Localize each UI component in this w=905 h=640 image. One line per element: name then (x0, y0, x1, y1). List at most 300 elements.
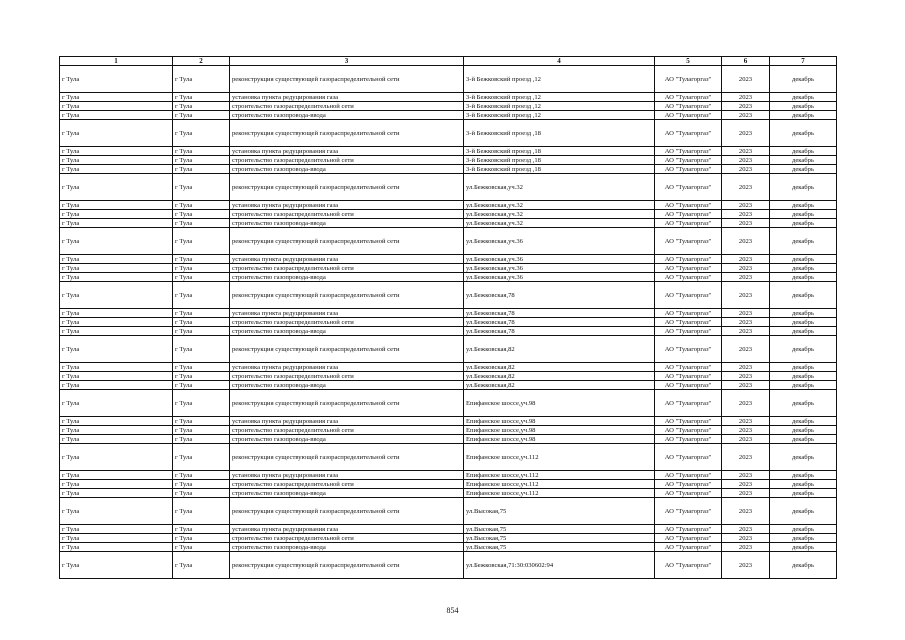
cell-organization: АО "Тулагоргаз" (655, 111, 722, 120)
cell-month: декабрь (770, 102, 837, 111)
cell-locality: г Тула (173, 480, 230, 489)
cell-municipality: г Тула (60, 174, 173, 201)
table-row (60, 444, 837, 471)
table-row (60, 120, 837, 147)
cell-year: 2023 (722, 66, 770, 93)
column-header: 5 (655, 57, 722, 66)
cell-work-type: реконструкция существующей газораспределительной сети (230, 120, 464, 147)
cell-address: Епифанское шоссе,уч.112 (464, 444, 655, 471)
cell-year: 2023 (722, 480, 770, 489)
cell-year: 2023 (722, 381, 770, 390)
cell-municipality: г Тула (60, 426, 173, 435)
cell-work-type: реконструкция существующей газораспределительной сети (230, 390, 464, 417)
cell-locality: г Тула (173, 381, 230, 390)
cell-year: 2023 (722, 165, 770, 174)
column-header: 6 (722, 57, 770, 66)
cell-year: 2023 (722, 525, 770, 534)
cell-work-type: строительство газораспределительной сети (230, 102, 464, 111)
header-row (60, 57, 837, 66)
cell-municipality: г Тула (60, 282, 173, 309)
cell-organization: АО "Тулагоргаз" (655, 66, 722, 93)
cell-address: ул.Бежковская,82 (464, 372, 655, 381)
cell-year: 2023 (722, 327, 770, 336)
cell-organization: АО "Тулагоргаз" (655, 525, 722, 534)
cell-municipality: г Тула (60, 363, 173, 372)
cell-locality: г Тула (173, 111, 230, 120)
cell-address: ул.Бежковская,уч.32 (464, 210, 655, 219)
column-header: 4 (464, 57, 655, 66)
cell-organization: АО "Тулагоргаз" (655, 156, 722, 165)
cell-locality: г Тула (173, 201, 230, 210)
cell-address: 3-й Бежковский проезд ,12 (464, 102, 655, 111)
cell-work-type: строительство газораспределительной сети (230, 156, 464, 165)
cell-municipality: г Тула (60, 336, 173, 363)
table-row (60, 390, 837, 417)
cell-locality: г Тула (173, 363, 230, 372)
cell-municipality: г Тула (60, 390, 173, 417)
cell-year: 2023 (722, 282, 770, 309)
cell-address: Епифанское шоссе,уч.112 (464, 480, 655, 489)
cell-address: ул.Бежковская,уч.36 (464, 228, 655, 255)
cell-locality: г Тула (173, 426, 230, 435)
cell-month: декабрь (770, 471, 837, 480)
cell-municipality: г Тула (60, 489, 173, 498)
cell-address: ул.Бежковская,уч.36 (464, 255, 655, 264)
cell-address: ул.Бежковская,уч.32 (464, 201, 655, 210)
cell-organization: АО "Тулагоргаз" (655, 165, 722, 174)
cell-address: 3-й Бежковский проезд ,18 (464, 156, 655, 165)
works-table (59, 56, 837, 579)
cell-year: 2023 (722, 489, 770, 498)
cell-organization: АО "Тулагоргаз" (655, 480, 722, 489)
table-row (60, 210, 837, 219)
cell-month: декабрь (770, 255, 837, 264)
cell-organization: АО "Тулагоргаз" (655, 471, 722, 480)
cell-locality: г Тула (173, 264, 230, 273)
cell-year: 2023 (722, 102, 770, 111)
cell-month: декабрь (770, 363, 837, 372)
cell-locality: г Тула (173, 309, 230, 318)
cell-organization: АО "Тулагоргаз" (655, 426, 722, 435)
cell-municipality: г Тула (60, 201, 173, 210)
cell-municipality: г Тула (60, 210, 173, 219)
cell-organization: АО "Тулагоргаз" (655, 417, 722, 426)
cell-year: 2023 (722, 264, 770, 273)
cell-organization: АО "Тулагоргаз" (655, 381, 722, 390)
cell-organization: АО "Тулагоргаз" (655, 255, 722, 264)
cell-address: ул.Высокая,75 (464, 534, 655, 543)
cell-locality: г Тула (173, 165, 230, 174)
cell-month: декабрь (770, 318, 837, 327)
cell-locality: г Тула (173, 444, 230, 471)
cell-month: декабрь (770, 480, 837, 489)
cell-organization: АО "Тулагоргаз" (655, 228, 722, 255)
table-row (60, 381, 837, 390)
cell-locality: г Тула (173, 219, 230, 228)
cell-work-type: реконструкция существующей газораспределительной сети (230, 444, 464, 471)
cell-municipality: г Тула (60, 264, 173, 273)
cell-year: 2023 (722, 120, 770, 147)
cell-work-type: строительство газораспределительной сети (230, 534, 464, 543)
cell-month: декабрь (770, 201, 837, 210)
cell-locality: г Тула (173, 417, 230, 426)
cell-month: декабрь (770, 282, 837, 309)
cell-month: декабрь (770, 228, 837, 255)
cell-locality: г Тула (173, 156, 230, 165)
cell-address: 3-й Бежковский проезд ,18 (464, 120, 655, 147)
cell-organization: АО "Тулагоргаз" (655, 390, 722, 417)
cell-locality: г Тула (173, 372, 230, 381)
cell-work-type: реконструкция существующей газораспределительной сети (230, 552, 464, 579)
cell-organization: АО "Тулагоргаз" (655, 318, 722, 327)
cell-address: ул.Высокая,75 (464, 525, 655, 534)
cell-municipality: г Тула (60, 120, 173, 147)
cell-month: декабрь (770, 498, 837, 525)
cell-address: 3-й Бежковский проезд ,18 (464, 165, 655, 174)
cell-year: 2023 (722, 318, 770, 327)
cell-work-type: реконструкция существующей газораспределительной сети (230, 336, 464, 363)
cell-municipality: г Тула (60, 552, 173, 579)
table-row (60, 282, 837, 309)
cell-address: Епифанское шоссе,уч.112 (464, 489, 655, 498)
cell-work-type: строительство газораспределительной сети (230, 372, 464, 381)
cell-municipality: г Тула (60, 93, 173, 102)
cell-work-type: установка пункта редуцирования газа (230, 363, 464, 372)
table-row (60, 309, 837, 318)
table-body (60, 66, 837, 579)
cell-month: декабрь (770, 264, 837, 273)
cell-organization: АО "Тулагоргаз" (655, 219, 722, 228)
cell-work-type: установка пункта редуцирования газа (230, 147, 464, 156)
cell-locality: г Тула (173, 435, 230, 444)
cell-work-type: установка пункта редуцирования газа (230, 201, 464, 210)
cell-month: декабрь (770, 219, 837, 228)
cell-address: ул.Высокая,75 (464, 543, 655, 552)
cell-year: 2023 (722, 219, 770, 228)
cell-address: ул.Бежковская,82 (464, 336, 655, 363)
cell-work-type: строительство газораспределительной сети (230, 480, 464, 489)
table-row (60, 417, 837, 426)
cell-address: ул.Бежковская,78 (464, 282, 655, 309)
cell-organization: АО "Тулагоргаз" (655, 372, 722, 381)
cell-address: ул.Бежковская,78 (464, 318, 655, 327)
cell-year: 2023 (722, 552, 770, 579)
cell-month: декабрь (770, 543, 837, 552)
cell-organization: АО "Тулагоргаз" (655, 543, 722, 552)
cell-organization: АО "Тулагоргаз" (655, 210, 722, 219)
table-row (60, 264, 837, 273)
cell-address: 3-й Бежковский проезд ,12 (464, 66, 655, 93)
cell-month: декабрь (770, 444, 837, 471)
table-row (60, 93, 837, 102)
cell-month: декабрь (770, 273, 837, 282)
cell-month: декабрь (770, 327, 837, 336)
table-row (60, 165, 837, 174)
cell-year: 2023 (722, 201, 770, 210)
table-row (60, 111, 837, 120)
cell-locality: г Тула (173, 174, 230, 201)
cell-locality: г Тула (173, 120, 230, 147)
cell-year: 2023 (722, 174, 770, 201)
cell-address: ул.Бежковская,уч.36 (464, 273, 655, 282)
cell-month: декабрь (770, 147, 837, 156)
cell-work-type: строительство газопровода-ввода (230, 327, 464, 336)
cell-work-type: строительство газопровода-ввода (230, 489, 464, 498)
table-row (60, 201, 837, 210)
cell-municipality: г Тула (60, 147, 173, 156)
cell-address: 3-й Бежковский проезд ,18 (464, 147, 655, 156)
table-row (60, 255, 837, 264)
cell-year: 2023 (722, 417, 770, 426)
cell-municipality: г Тула (60, 444, 173, 471)
cell-organization: АО "Тулагоргаз" (655, 534, 722, 543)
table-row (60, 543, 837, 552)
cell-address: ул.Высокая,75 (464, 498, 655, 525)
cell-locality: г Тула (173, 66, 230, 93)
cell-address: Епифанское шоссе,уч.112 (464, 471, 655, 480)
cell-municipality: г Тула (60, 498, 173, 525)
cell-work-type: строительство газораспределительной сети (230, 210, 464, 219)
cell-locality: г Тула (173, 228, 230, 255)
cell-organization: АО "Тулагоргаз" (655, 435, 722, 444)
cell-organization: АО "Тулагоргаз" (655, 498, 722, 525)
cell-year: 2023 (722, 471, 770, 480)
cell-year: 2023 (722, 93, 770, 102)
cell-locality: г Тула (173, 543, 230, 552)
cell-year: 2023 (722, 336, 770, 363)
cell-organization: АО "Тулагоргаз" (655, 174, 722, 201)
cell-locality: г Тула (173, 93, 230, 102)
cell-work-type: строительство газопровода-ввода (230, 435, 464, 444)
cell-municipality: г Тула (60, 534, 173, 543)
cell-locality: г Тула (173, 390, 230, 417)
cell-month: декабрь (770, 426, 837, 435)
column-header: 1 (60, 57, 173, 66)
cell-month: декабрь (770, 417, 837, 426)
cell-month: декабрь (770, 435, 837, 444)
cell-year: 2023 (722, 210, 770, 219)
cell-work-type: установка пункта редуцирования газа (230, 93, 464, 102)
cell-month: декабрь (770, 93, 837, 102)
cell-municipality: г Тула (60, 66, 173, 93)
table-row (60, 489, 837, 498)
cell-organization: АО "Тулагоргаз" (655, 102, 722, 111)
cell-locality: г Тула (173, 210, 230, 219)
cell-month: декабрь (770, 381, 837, 390)
table-row (60, 426, 837, 435)
cell-municipality: г Тула (60, 228, 173, 255)
cell-month: декабрь (770, 210, 837, 219)
cell-year: 2023 (722, 363, 770, 372)
cell-address: ул.Бежковская,уч.32 (464, 174, 655, 201)
table-row (60, 435, 837, 444)
cell-work-type: установка пункта редуцирования газа (230, 417, 464, 426)
cell-year: 2023 (722, 147, 770, 156)
cell-month: декабрь (770, 534, 837, 543)
cell-locality: г Тула (173, 489, 230, 498)
cell-municipality: г Тула (60, 480, 173, 489)
cell-locality: г Тула (173, 534, 230, 543)
cell-organization: АО "Тулагоргаз" (655, 273, 722, 282)
table-row (60, 534, 837, 543)
table-row (60, 174, 837, 201)
cell-year: 2023 (722, 435, 770, 444)
table-row (60, 336, 837, 363)
cell-month: декабрь (770, 156, 837, 165)
cell-work-type: установка пункта редуцирования газа (230, 525, 464, 534)
table-row (60, 327, 837, 336)
cell-locality: г Тула (173, 552, 230, 579)
cell-work-type: строительство газораспределительной сети (230, 264, 464, 273)
cell-year: 2023 (722, 156, 770, 165)
cell-work-type: реконструкция существующей газораспределительной сети (230, 498, 464, 525)
cell-municipality: г Тула (60, 525, 173, 534)
column-header: 2 (173, 57, 230, 66)
cell-municipality: г Тула (60, 255, 173, 264)
table-row (60, 498, 837, 525)
cell-municipality: г Тула (60, 372, 173, 381)
cell-municipality: г Тула (60, 318, 173, 327)
cell-address: ул.Бежковская,71:30:030602:94 (464, 552, 655, 579)
cell-work-type: установка пункта редуцирования газа (230, 309, 464, 318)
cell-year: 2023 (722, 273, 770, 282)
cell-organization: АО "Тулагоргаз" (655, 444, 722, 471)
cell-address: Епифанское шоссе,уч.98 (464, 390, 655, 417)
cell-work-type: строительство газопровода-ввода (230, 165, 464, 174)
cell-municipality: г Тула (60, 471, 173, 480)
table-row (60, 471, 837, 480)
cell-work-type: строительство газопровода-ввода (230, 111, 464, 120)
table-row (60, 219, 837, 228)
cell-work-type: строительство газопровода-ввода (230, 543, 464, 552)
cell-locality: г Тула (173, 525, 230, 534)
cell-municipality: г Тула (60, 543, 173, 552)
cell-year: 2023 (722, 426, 770, 435)
cell-organization: АО "Тулагоргаз" (655, 120, 722, 147)
cell-organization: АО "Тулагоргаз" (655, 363, 722, 372)
cell-municipality: г Тула (60, 417, 173, 426)
cell-month: декабрь (770, 165, 837, 174)
cell-month: декабрь (770, 66, 837, 93)
cell-organization: АО "Тулагоргаз" (655, 93, 722, 102)
table-row (60, 363, 837, 372)
cell-municipality: г Тула (60, 165, 173, 174)
cell-organization: АО "Тулагоргаз" (655, 309, 722, 318)
cell-organization: АО "Тулагоргаз" (655, 282, 722, 309)
cell-municipality: г Тула (60, 156, 173, 165)
cell-organization: АО "Тулагоргаз" (655, 327, 722, 336)
page-number: 854 (446, 606, 459, 615)
table-row (60, 372, 837, 381)
table-row (60, 156, 837, 165)
cell-organization: АО "Тулагоргаз" (655, 489, 722, 498)
cell-municipality: г Тула (60, 219, 173, 228)
cell-organization: АО "Тулагоргаз" (655, 264, 722, 273)
cell-locality: г Тула (173, 336, 230, 363)
cell-organization: АО "Тулагоргаз" (655, 336, 722, 363)
cell-address: 3-й Бежковский проезд ,12 (464, 93, 655, 102)
cell-work-type: строительство газораспределительной сети (230, 426, 464, 435)
cell-locality: г Тула (173, 498, 230, 525)
cell-year: 2023 (722, 534, 770, 543)
cell-year: 2023 (722, 543, 770, 552)
column-header: 3 (230, 57, 464, 66)
table-row (60, 552, 837, 579)
cell-work-type: строительство газопровода-ввода (230, 381, 464, 390)
cell-municipality: г Тула (60, 309, 173, 318)
cell-municipality: г Тула (60, 102, 173, 111)
cell-municipality: г Тула (60, 327, 173, 336)
cell-year: 2023 (722, 228, 770, 255)
cell-work-type: строительство газораспределительной сети (230, 318, 464, 327)
cell-locality: г Тула (173, 327, 230, 336)
cell-locality: г Тула (173, 255, 230, 264)
cell-locality: г Тула (173, 471, 230, 480)
cell-work-type: строительство газопровода-ввода (230, 219, 464, 228)
table-row (60, 480, 837, 489)
cell-month: декабрь (770, 336, 837, 363)
cell-address: ул.Бежковская,78 (464, 309, 655, 318)
cell-work-type: установка пункта редуцирования газа (230, 255, 464, 264)
cell-work-type: строительство газопровода-ввода (230, 273, 464, 282)
cell-organization: АО "Тулагоргаз" (655, 552, 722, 579)
cell-month: декабрь (770, 525, 837, 534)
table-row (60, 273, 837, 282)
cell-address: ул.Бежковская,82 (464, 363, 655, 372)
cell-locality: г Тула (173, 273, 230, 282)
cell-month: декабрь (770, 111, 837, 120)
cell-address: Епифанское шоссе,уч.98 (464, 435, 655, 444)
cell-address: ул.Бежковская,78 (464, 327, 655, 336)
cell-municipality: г Тула (60, 435, 173, 444)
cell-work-type: реконструкция существующей газораспределительной сети (230, 282, 464, 309)
cell-municipality: г Тула (60, 381, 173, 390)
cell-address: ул.Бежковская,82 (464, 381, 655, 390)
cell-year: 2023 (722, 372, 770, 381)
table-row (60, 66, 837, 93)
cell-year: 2023 (722, 444, 770, 471)
cell-address: ул.Бежковская,уч.32 (464, 219, 655, 228)
table-row (60, 525, 837, 534)
cell-year: 2023 (722, 498, 770, 525)
cell-work-type: реконструкция существующей газораспределительной сети (230, 174, 464, 201)
cell-month: декабрь (770, 552, 837, 579)
table-row (60, 147, 837, 156)
cell-address: 3-й Бежковский проезд ,12 (464, 111, 655, 120)
cell-work-type: реконструкция существующей газораспределительной сети (230, 66, 464, 93)
cell-year: 2023 (722, 309, 770, 318)
cell-address: Епифанское шоссе,уч.98 (464, 426, 655, 435)
cell-locality: г Тула (173, 318, 230, 327)
table-row (60, 318, 837, 327)
table-row (60, 228, 837, 255)
cell-organization: АО "Тулагоргаз" (655, 147, 722, 156)
cell-month: декабрь (770, 390, 837, 417)
cell-municipality: г Тула (60, 111, 173, 120)
cell-address: ул.Бежковская,уч.36 (464, 264, 655, 273)
cell-year: 2023 (722, 390, 770, 417)
cell-locality: г Тула (173, 102, 230, 111)
cell-month: декабрь (770, 120, 837, 147)
cell-year: 2023 (722, 111, 770, 120)
cell-municipality: г Тула (60, 273, 173, 282)
cell-locality: г Тула (173, 282, 230, 309)
table-row (60, 102, 837, 111)
cell-month: декабрь (770, 489, 837, 498)
cell-address: Епифанское шоссе,уч.98 (464, 417, 655, 426)
cell-year: 2023 (722, 255, 770, 264)
column-header: 7 (770, 57, 837, 66)
